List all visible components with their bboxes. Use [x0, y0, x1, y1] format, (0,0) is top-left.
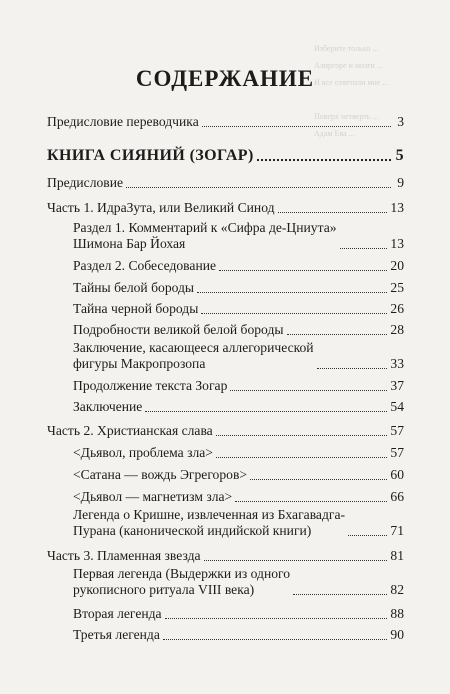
toc-entry-line: фигуры Макропрозопа	[73, 356, 206, 371]
toc-entry-line: Часть 2. Христианская слава	[47, 423, 213, 438]
toc-entry-title	[47, 175, 123, 191]
page-number: 5	[395, 147, 404, 164]
toc-entry-line: <Дьявол — магнетизм зла>	[73, 489, 233, 504]
toc-entry-line: Часть 3. Пламенная звезда	[47, 548, 201, 563]
ghost-line: И все ответили мне ...	[314, 78, 389, 87]
toc-entry-line: Раздел 2. Собеседование	[73, 258, 217, 273]
toc-entry-line: КНИГА СИЯНИЙ (ЗОГАР)	[47, 147, 254, 164]
dot-leader	[317, 368, 388, 369]
page-number: 60	[390, 467, 404, 482]
page-number: 13	[390, 236, 404, 251]
toc-entry[interactable]	[47, 548, 404, 564]
toc-entry-line: <Дьявол, проблема зла>	[73, 445, 213, 460]
toc-entry[interactable]	[47, 175, 404, 191]
dot-leader	[163, 639, 388, 640]
toc-entry-line: Тайна черной бороды	[73, 301, 199, 316]
page-number: 25	[390, 280, 404, 295]
dot-leader	[293, 594, 387, 595]
dot-leader	[145, 411, 387, 412]
toc-entry[interactable]	[73, 606, 404, 622]
dot-leader	[278, 212, 388, 213]
page-title: СОДЕРЖАНИЕ	[135, 66, 315, 91]
toc-entry[interactable]	[47, 114, 404, 130]
toc-entry-title	[47, 423, 213, 439]
toc-entry-line: Третья легенда	[73, 627, 160, 642]
dot-leader	[216, 457, 387, 458]
toc-entry-title	[73, 566, 290, 598]
toc-entry-title	[73, 220, 337, 252]
page-number: 82	[390, 582, 404, 597]
toc-entry-line: Часть 1. ИдраЗута, или Великий Синод	[47, 200, 275, 215]
page-number: 33	[390, 356, 404, 371]
page-number: 3	[397, 114, 404, 129]
toc-entry-line: Тайны белой бороды	[73, 280, 195, 295]
toc-entry[interactable]	[73, 378, 404, 394]
toc-entry-line: <Сатана — вождь Эгрегоров>	[73, 467, 248, 482]
toc-entry[interactable]	[47, 200, 404, 216]
dot-leader	[202, 126, 391, 127]
toc-entry-line: рукописного ритуала VIII века)	[73, 582, 255, 597]
toc-entry-title	[47, 114, 199, 130]
toc-entry-line: Предисловие переводчика	[47, 114, 199, 129]
toc-entry-title	[47, 548, 201, 564]
page-number: 90	[390, 627, 404, 642]
toc-entry-line: Заключение	[73, 399, 143, 414]
page-number: 26	[390, 301, 404, 316]
dot-leader	[287, 334, 388, 335]
toc-entry-title	[73, 322, 284, 338]
dot-leader	[204, 560, 388, 561]
dot-leader	[201, 313, 387, 314]
toc-entry-line: Первая легенда (Выдержки из одного	[73, 566, 291, 581]
toc-entry-title	[47, 148, 254, 164]
toc-entry[interactable]	[73, 627, 404, 643]
dot-leader	[126, 187, 391, 188]
page-number: 37	[390, 378, 404, 393]
page-number: 71	[390, 523, 404, 538]
toc-entry-title	[73, 489, 232, 505]
ghost-line: Адам Ева ...	[314, 129, 355, 138]
dot-leader	[216, 435, 388, 436]
toc-entry-line: Пурана (канонической индийской книги)	[73, 523, 312, 538]
toc-entry-line: Подробности великой белой бороды	[73, 322, 284, 337]
page-number: 57	[390, 423, 404, 438]
page-number: 54	[390, 399, 404, 414]
page-number: 66	[390, 489, 404, 504]
toc-entry-title	[47, 200, 275, 216]
toc-entry-title	[73, 627, 160, 643]
dot-leader	[250, 479, 387, 480]
page-number: 13	[390, 200, 404, 215]
toc-entry[interactable]	[73, 467, 404, 483]
toc-entry[interactable]	[73, 566, 404, 598]
toc-entry[interactable]	[73, 340, 404, 372]
page-number: 88	[390, 606, 404, 621]
page-number: 57	[390, 445, 404, 460]
toc-entry[interactable]	[47, 148, 404, 164]
ghost-line: Алиргоре и мозги ...	[314, 61, 383, 70]
toc-entry-title	[73, 467, 247, 483]
dot-leader	[235, 501, 387, 502]
toc-entry-title	[73, 378, 227, 394]
toc-entry-title	[73, 280, 194, 296]
dot-leader	[257, 159, 391, 161]
toc-entry-title	[73, 399, 142, 415]
toc-entry[interactable]	[73, 322, 404, 338]
toc-entry-line: Продолжение текста Зогар	[73, 378, 228, 393]
toc-entry[interactable]	[47, 423, 404, 439]
ghost-line: Поверх четверть ...	[314, 112, 379, 121]
toc-entry[interactable]	[73, 301, 404, 317]
dot-leader	[348, 535, 387, 536]
toc-entry-line: Раздел 1. Комментарий к «Сифра де-Цниута»	[73, 220, 337, 235]
dot-leader	[230, 390, 387, 391]
toc-entry-line: Предисловие	[47, 175, 124, 190]
toc-entry[interactable]	[73, 489, 404, 505]
toc-entry-title	[73, 301, 198, 317]
toc-entry-title	[73, 606, 162, 622]
dot-leader	[340, 248, 388, 249]
page-number: 81	[390, 548, 404, 563]
ghost-line: Изберите только ...	[314, 44, 379, 53]
toc-entry-title	[73, 258, 216, 274]
dot-leader	[197, 292, 387, 293]
toc-entry-title	[73, 507, 345, 539]
dot-leader	[165, 618, 388, 619]
toc-entry[interactable]	[73, 507, 404, 539]
toc-entry[interactable]	[73, 280, 404, 296]
toc-entry[interactable]	[73, 258, 404, 274]
dot-leader	[219, 270, 387, 271]
page-number: 20	[390, 258, 404, 273]
toc-entry-line: Легенда о Кришне, извлеченная из Бхагавадга-	[73, 507, 346, 522]
toc-entry-line: Шимона Бар Йохая	[73, 236, 186, 251]
toc-entry[interactable]	[73, 445, 404, 461]
page-number: 9	[397, 175, 404, 190]
toc-entry[interactable]	[73, 220, 404, 252]
toc-entry[interactable]	[73, 399, 404, 415]
toc-entry-title	[73, 445, 213, 461]
toc-entry-line: Заключение, касающееся аллегорической	[73, 340, 314, 355]
toc-entry-line: Вторая легенда	[73, 606, 162, 621]
toc-entry-title	[73, 340, 314, 372]
page-number: 28	[390, 322, 404, 337]
